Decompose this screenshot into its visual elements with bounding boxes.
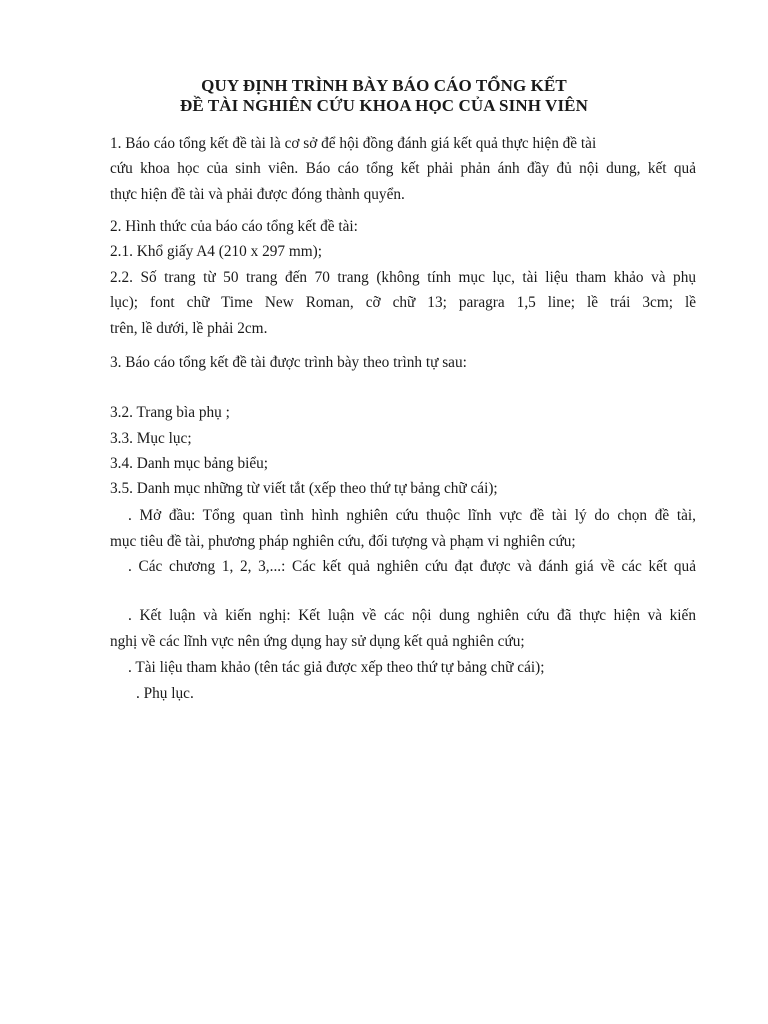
mo-dau-line-2: mục tiêu đề tài, phương pháp nghiên cứu, đối tượng và phạm vi nghiên cứu;	[110, 533, 576, 550]
tai-lieu-tham-khao-line: . Tài liệu tham khảo (tên tác giả được xếp theo thứ tự bảng chữ cái);	[128, 659, 545, 676]
item-3-3: 3.3. Mục lục;	[110, 430, 192, 447]
paragraph-1-line-2: cứu khoa học của sinh viên. Báo cáo tổng kết phải phản ánh đầy đủ nội dung, kết quả	[110, 160, 696, 177]
phu-luc-line: . Phụ lục.	[136, 685, 194, 702]
item-3-2: 3.2. Trang bìa phụ ;	[110, 404, 230, 421]
item-3-5: 3.5. Danh mục những từ viết tắt (xếp theo thứ tự bảng chữ cái);	[110, 480, 498, 497]
item-2-1: 2.1. Khổ giấy A4 (210 x 297 mm);	[110, 243, 323, 260]
section-3-heading: 3. Báo cáo tổng kết đề tài được trình bày theo trình tự sau:	[110, 354, 467, 371]
cac-chuong-line: . Các chương 1, 2, 3,...: Các kết quả nghiên cứu đạt được và đánh giá về các kết quả	[128, 558, 696, 575]
item-2-2-line-3: trên, lề dưới, lề phải 2cm.	[110, 320, 268, 337]
page-title-line-1: QUY ĐỊNH TRÌNH BÀY BÁO CÁO TỔNG KẾT	[201, 76, 567, 95]
item-3-4: 3.4. Danh mục bảng biểu;	[110, 455, 269, 472]
mo-dau-line-1: . Mở đầu: Tổng quan tình hình nghiên cứu thuộc lĩnh vực đề tài lý do chọn đề tài,	[128, 507, 696, 524]
page-title-line-2: ĐỀ TÀI NGHIÊN CỨU KHOA HỌC CỦA SINH VIÊN	[180, 96, 588, 115]
item-2-2-line-2: lục); font chữ Time New Roman, cỡ chữ 13; paragra 1,5 line; lề trái 3cm; lề	[110, 294, 696, 311]
item-2-2-line-1: 2.2. Số trang từ 50 trang đến 70 trang (không tính mục lục, tài liệu tham khảo và phụ	[110, 269, 696, 286]
paragraph-1-line-3: thực hiện đề tài và phải được đóng thành quyển.	[110, 186, 405, 203]
section-2-heading: 2. Hình thức của báo cáo tổng kết đề tài:	[110, 218, 358, 235]
paragraph-1-line-1: 1. Báo cáo tổng kết đề tài là cơ sở để hội đồng đánh giá kết quả thực hiện đề tài	[110, 135, 597, 152]
ket-luan-line-1: . Kết luận và kiến nghị: Kết luận về các nội dung nghiên cứu đã thực hiện và kiến	[128, 607, 696, 624]
ket-luan-line-2: nghị về các lĩnh vực nên ứng dụng hay sử dụng kết quả nghiên cứu;	[110, 633, 525, 650]
